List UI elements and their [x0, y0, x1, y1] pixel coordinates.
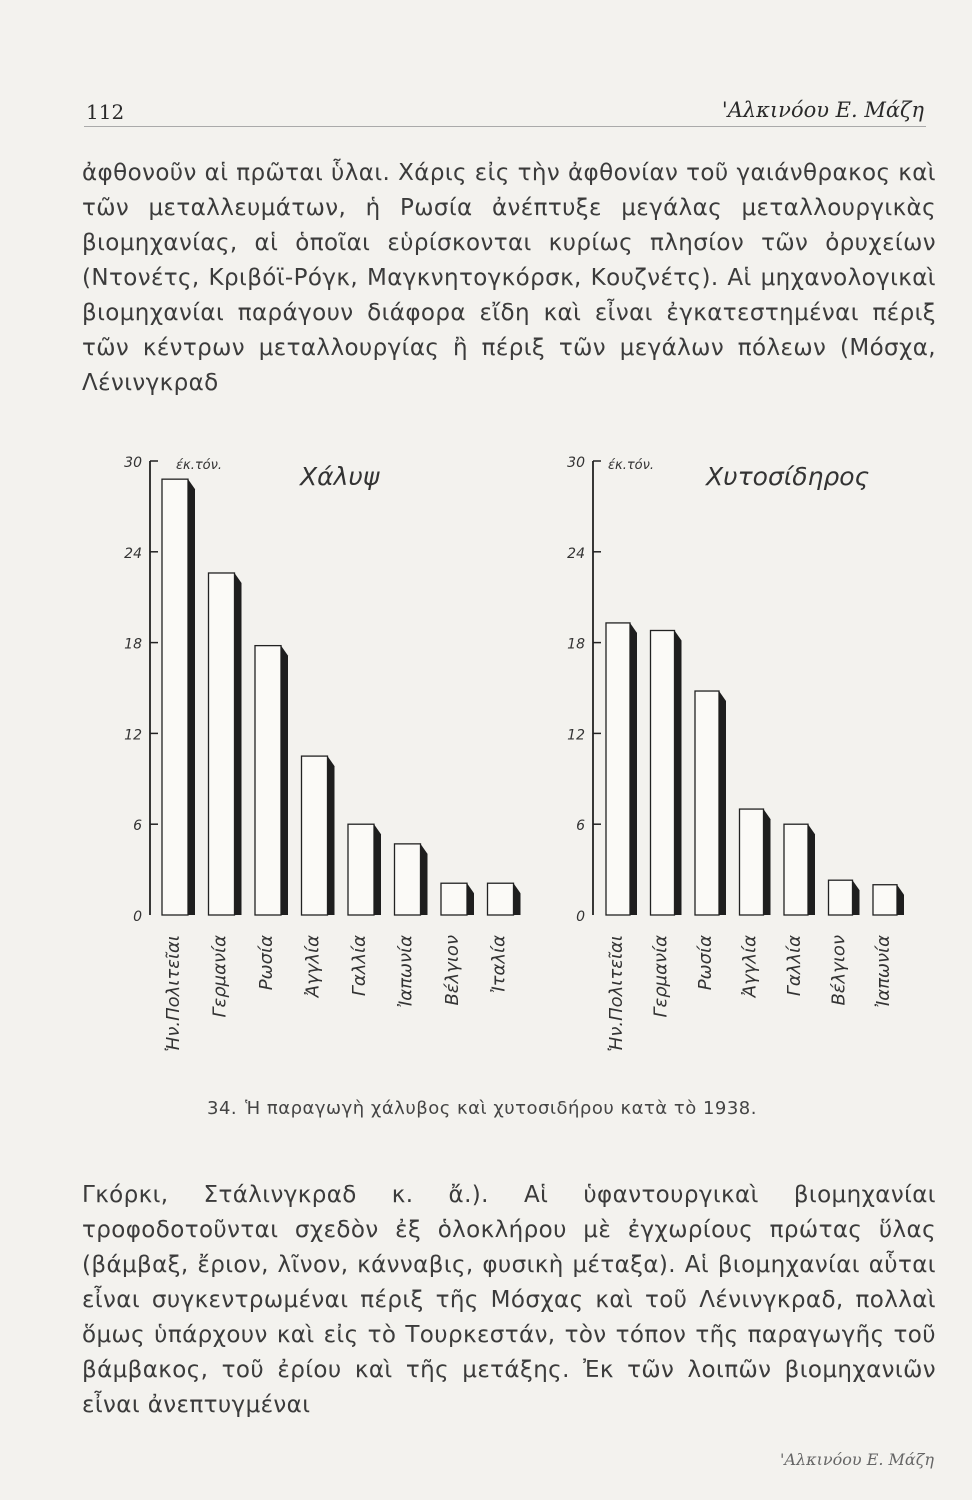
- bar: [651, 630, 675, 915]
- category-label: Γαλλία: [349, 935, 370, 997]
- page-header: [84, 96, 926, 127]
- paragraph-top: ἀφθονοῦν αἱ πρῶται ὗλαι. Χάρις εἰς τὴν ἀφθονίαν τοῦ γαιάνθρακος καὶ τῶν μεταλλευμάτων, ἡ Ρωσία ἀνέπτυξε μεγάλας μεταλλουργικὰς βιομηχανίας, αἱ ὁποῖαι εὑρίσκονται κυρίως πλησίον τῶν ὀρυχείων (Ντονέτς, Κριβόϊ-Ρόγκ, Μαγκνητογκόρσκ, Κουζνέτς). Αἱ μηχανολογικαὶ βιομηχανίαι παράγουν διάφορα εἴδη καὶ εἶναι ἐγκατεστημέναι πέριξ τῶν κέντρων μεταλλουργίας ἢ πέριξ τῶν μεγάλων πόλεων (Μόσχα, Λένινγκραδ: [82, 160, 936, 396]
- y-tick-label: 30: [124, 455, 142, 471]
- bar-shadow: [897, 885, 904, 915]
- bar: [829, 880, 853, 915]
- paragraph-bottom: Γκόρκι, Στάλινγκραδ κ. ἄ.). Αἱ ὑφαντουργικαὶ βιομηχανίαι τροφοδοτοῦνται σχεδὸν ἐξ ὁλοκλήρου μὲ ἐγχωρίους πρώτας ὕλας (βάμβαξ, ἔριον, λῖνον, κάνναβις, φυσικὴ μέταξα). Αἱ βιομηχανίαι αὗται εἶναι συγκεντρωμέναι πέριξ τῆς Μόσχας καὶ τοῦ Λένινγκραδ, πολλαὶ ὅμως ὑπάρχουν καὶ εἰς τὸ Τουρκεστάν, τὸν τόπον τῆς παραγωγῆς τοῦ βάμβακος, τοῦ ἐρίου καὶ τῆς μετάξης. Ἐκ τῶν λοιπῶν βιομηχανιῶν εἶναι ἀνεπτυγμέναι: [82, 1182, 936, 1418]
- y-tick-label: 24: [124, 545, 142, 562]
- y-tick-label: 18: [567, 636, 585, 653]
- bar: [695, 691, 719, 915]
- bar-shadow: [421, 844, 428, 915]
- unit-label: έκ.τόν.: [608, 458, 654, 473]
- y-tick-label: 12: [124, 727, 142, 744]
- figure-caption: [0, 1098, 972, 1119]
- category-label: Βέλγιον: [828, 935, 850, 1006]
- chart-title: Χυτοσίδηρος: [706, 462, 870, 491]
- category-label: Ἡν.Πολιτεῖαι: [163, 935, 184, 1052]
- category-label: Γαλλία: [784, 935, 805, 997]
- category-label: Ρωσία: [695, 935, 716, 991]
- bar: [740, 809, 764, 915]
- bar-shadow: [514, 883, 521, 915]
- bar: [784, 824, 808, 915]
- bar: [209, 573, 235, 915]
- page-number: 112: [86, 100, 125, 124]
- caption-text: Ἡ παραγωγὴ χάλυβος καὶ χυτοσιδήρου κατὰ τὸ 1938.: [245, 1098, 757, 1119]
- running-head: 'Αλκινόου Ε. Μάζη: [721, 98, 924, 122]
- bar: [488, 883, 514, 915]
- caption-number: 34.: [207, 1098, 238, 1119]
- bar-shadow: [808, 824, 815, 915]
- bar-shadow: [675, 630, 682, 915]
- category-label: Ἰταλία: [488, 935, 510, 994]
- bar-shadow: [235, 573, 242, 915]
- y-tick-label: 18: [124, 636, 142, 653]
- y-tick-label: 24: [567, 545, 585, 562]
- bar: [348, 824, 374, 915]
- category-label: Γερμανία: [209, 935, 231, 1018]
- charts-figure: [0, 440, 972, 1080]
- bar: [395, 844, 421, 915]
- y-tick-label: 0: [576, 909, 585, 925]
- bar: [255, 646, 281, 915]
- category-label: Ἰαπωνία: [395, 935, 417, 1008]
- bar: [873, 885, 897, 915]
- bar-shadow: [853, 880, 860, 915]
- bar-shadow: [764, 809, 771, 915]
- bar: [441, 883, 467, 915]
- y-tick-label: 12: [567, 727, 585, 744]
- y-tick-label: 6: [576, 818, 585, 835]
- category-label: Ρωσία: [256, 935, 277, 991]
- footer-signature: 'Αλκινόου Ε. Μάζη: [780, 1450, 934, 1469]
- unit-label: έκ.τόν.: [176, 458, 222, 473]
- bar-shadow: [281, 646, 288, 915]
- category-label: Ἰαπωνία: [873, 935, 894, 1008]
- bar-shadow: [188, 479, 195, 915]
- bar-shadow: [328, 756, 335, 915]
- y-tick-label: 0: [133, 909, 142, 925]
- category-label: Βέλγιον: [442, 935, 463, 1006]
- bar-shadow: [630, 623, 637, 915]
- bar: [162, 479, 188, 915]
- bar-shadow: [719, 691, 726, 915]
- bar: [302, 756, 328, 915]
- category-label: Ἀγγλία: [739, 935, 761, 998]
- chart-title: Χάλυψ: [300, 462, 380, 491]
- y-tick-label: 6: [133, 818, 142, 835]
- bar: [606, 623, 630, 915]
- category-label: Γερμανία: [650, 935, 672, 1018]
- category-label: Ἀγγλία: [302, 935, 324, 998]
- bar-shadow: [467, 883, 474, 915]
- category-label: Ἡν.Πολιτεῖαι: [606, 935, 627, 1052]
- y-tick-label: 30: [567, 455, 585, 471]
- bar-shadow: [374, 824, 381, 915]
